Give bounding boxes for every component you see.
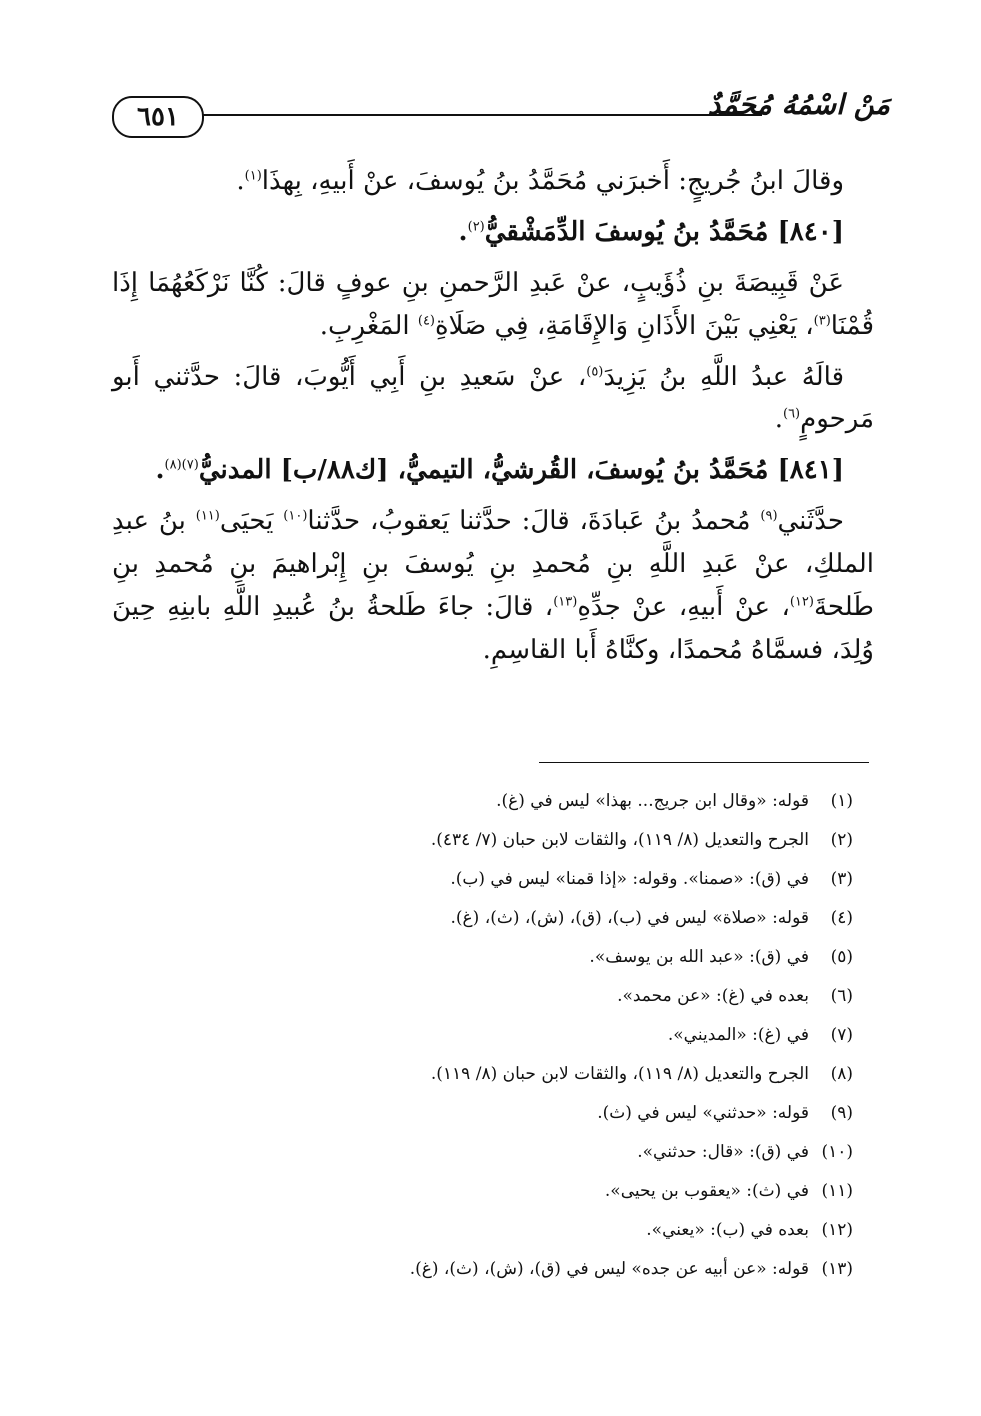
footnote-text: في (ق): «صمنا». وقوله: «إذا قمنا» ليس في (ب).	[450, 868, 809, 889]
footnote-ref[interactable]: (٤)	[417, 313, 435, 329]
footnote-text: الجرح والتعديل (٨/ ١١٩)، والثقات لابن حبان (٨/ ١١٩).	[430, 1063, 809, 1084]
footnote-ref[interactable]: (٥)	[586, 363, 604, 379]
footnote-item	[173, 860, 853, 899]
footnotes	[173, 782, 853, 1289]
footnote-ref[interactable]: (١)	[244, 168, 262, 184]
entry-841-heading: [٨٤١] مُحَمَّدُ بنُ يُوسفَ، القُرشيُّ، التيميُّ، [ك٨٨/ب] المدنيُّ$^{(٧)(٨)}$.	[155, 455, 844, 486]
entry-840-heading: [٨٤٠] مُحَمَّدُ بنُ يُوسفَ الدِّمَشْقيُّ$^{(٢)}$.	[458, 216, 844, 247]
paragraph-text: ، يَعْنِي بَيْنَ الأَذَانِ وَالإِقَامَةِ، فِي صَلَاةِ	[435, 310, 814, 341]
paragraph-text: عَنْ قَبِيصَةَ بنِ ذُؤَيبٍ، عنْ عَبدِ الرَّحمنِ بنِ عوفٍ قالَ: كُنَّا نَرْكَعُهُمَا إِذَا قُمْنَا	[112, 267, 874, 341]
footnote-ref[interactable]: (٣)	[813, 313, 831, 329]
footnote-text: قوله: «وقال ابن جريج... بهذا» ليس في (غ).	[496, 790, 809, 811]
footnote-separator	[539, 762, 869, 763]
paragraph-text: المَغْرِبِ.	[319, 310, 418, 341]
entry-title: [٨٤١] مُحَمَّدُ بنُ يُوسفَ، القُرشيُّ، التيميُّ، [ك٨٨/ب] المدنيُّ	[198, 455, 844, 486]
page-number: ٦٥١	[112, 96, 204, 138]
running-title: مَنْ اسْمُهُ مُحَمَّدٌ	[707, 88, 890, 121]
paragraph-1: وقالَ ابنُ جُريجٍ: أَخبرَني مُحَمَّدُ بنُ يُوسفَ، عنْ أَبيهِ، بِهذَا$^{(١)}$.	[236, 166, 844, 196]
paragraph-3: قالَهُ عبدُ اللَّهِ بنُ يَزِيدَ$^{(٥)}$، عنْ سَعيدِ بنِ أَبِي أَيُّوبَ، قالَ: حدَّثني أَبو مَرحومٍ$^{(٦)}$.	[112, 361, 874, 435]
footnote-number: (٣)	[830, 868, 853, 889]
entry-title: [٨٤٠] مُحَمَّدُ بنُ يُوسفَ الدِّمَشْقيُّ	[484, 216, 844, 247]
main-text	[112, 160, 874, 680]
paragraph-2	[112, 262, 874, 348]
paragraph-text: يَحيَى	[219, 506, 284, 537]
paragraph-text: ، عنْ أَبيهِ، عنْ جدِّهِ	[577, 592, 790, 623]
footnote-number: (٥)	[830, 946, 853, 967]
page-header	[110, 80, 890, 140]
footnote-item	[173, 782, 853, 821]
footnote-item	[173, 821, 853, 860]
footnote-number: (١٣)	[821, 1258, 853, 1279]
footnote-text: في (غ): «المديني».	[667, 1024, 809, 1045]
footnote-number: (١١)	[821, 1180, 853, 1201]
footnote-text: بعده في (غ): «عن محمد».	[617, 985, 809, 1006]
footnote-number: (٨)	[830, 1063, 853, 1084]
footnote-text: في (ق): «قال: حدثني».	[637, 1141, 809, 1162]
footnote-item	[173, 1094, 853, 1133]
footnote-item	[173, 1133, 853, 1172]
footnote-text: الجرح والتعديل (٨/ ١١٩)، والثقات لابن حبان (٧/ ٤٣٤).	[430, 829, 809, 850]
footnote-ref[interactable]: (٧)(٨)	[164, 457, 199, 473]
footnote-ref[interactable]: (١١)	[195, 508, 220, 524]
paragraph-text: بنُ عبدِ الملكِ، عنْ عَبدِ اللَّهِ بنِ مُحمدِ بنِ يُوسفَ بنِ إِبْراهيمَ بنِ مُحمدِ بنِ طَلحةَ	[112, 506, 874, 623]
footnote-ref[interactable]: (١٠)	[283, 508, 308, 524]
paragraph-text: مُحمدُ بنُ عَبادَةَ، قالَ: حدَّثنا يَعقوبُ، حدَّثنا	[307, 506, 761, 537]
footnote-ref[interactable]: (١٣)	[553, 594, 578, 610]
footnote-text: في (ث): «يعقوب بن يحيى».	[604, 1180, 809, 1201]
footnote-number: (٦)	[830, 985, 853, 1006]
footnote-item	[173, 1055, 853, 1094]
footnote-item	[173, 1172, 853, 1211]
footnote-ref[interactable]: (٩)	[760, 508, 778, 524]
footnote-number: (١٢)	[821, 1219, 853, 1240]
footnote-ref[interactable]: (٢)	[467, 219, 485, 235]
footnote-text: في (ق): «عبد الله بن يوسف».	[589, 946, 809, 967]
footnote-text: بعده في (ب): «يعني».	[646, 1219, 809, 1240]
paragraph-text: وقالَ ابنُ جُريجٍ: أَخبرَني مُحَمَّدُ بنُ يُوسفَ، عنْ أَبيهِ، بِهذَا	[261, 166, 844, 196]
footnote-number: (٤)	[830, 907, 853, 928]
header-rule	[202, 114, 762, 116]
footnote-item	[173, 1016, 853, 1055]
footnote-number: (٢)	[830, 829, 853, 850]
paragraph-text: ، عنْ سَعيدِ بنِ أَبِي أَيُّوبَ، قالَ: حدَّثني أَبو مَرحومٍ	[112, 361, 874, 435]
footnote-ref[interactable]: (٦)	[782, 406, 801, 422]
paragraph-text: ، قالَ: جاءَ طَلحةُ بنُ عُبيدِ اللَّهِ بابنِهِ حِينَ وُلِدَ، فسمَّاهُ مُحمدًا، وكنَّاهُ أَبا القاسِمِ.	[112, 592, 874, 665]
footnote-number: (٧)	[830, 1024, 853, 1045]
footnote-number: (٩)	[830, 1102, 853, 1123]
footnote-item	[173, 899, 853, 938]
footnote-ref[interactable]: (١٢)	[789, 594, 814, 610]
footnote-item	[173, 977, 853, 1016]
footnote-text: قوله: «عن أبيه عن جده» ليس في (ق)، (ش)، (ث)، (غ).	[409, 1258, 809, 1279]
footnote-text: قوله: «حدثني» ليس في (ث).	[597, 1102, 809, 1123]
paragraph-4	[112, 500, 874, 672]
footnote-item	[173, 1250, 853, 1289]
footnote-item	[173, 1211, 853, 1250]
footnote-item	[173, 938, 853, 977]
footnote-number: (١)	[830, 790, 853, 811]
footnote-text: قوله: «صلاة» ليس في (ب)، (ق)، (ش)، (ث)، (غ).	[450, 907, 809, 928]
paragraph-text: قالَهُ عبدُ اللَّهِ بنُ يَزِيدَ	[603, 361, 844, 392]
paragraph-text: حدَّثَني	[777, 506, 844, 537]
footnote-number: (١٠)	[821, 1141, 853, 1162]
